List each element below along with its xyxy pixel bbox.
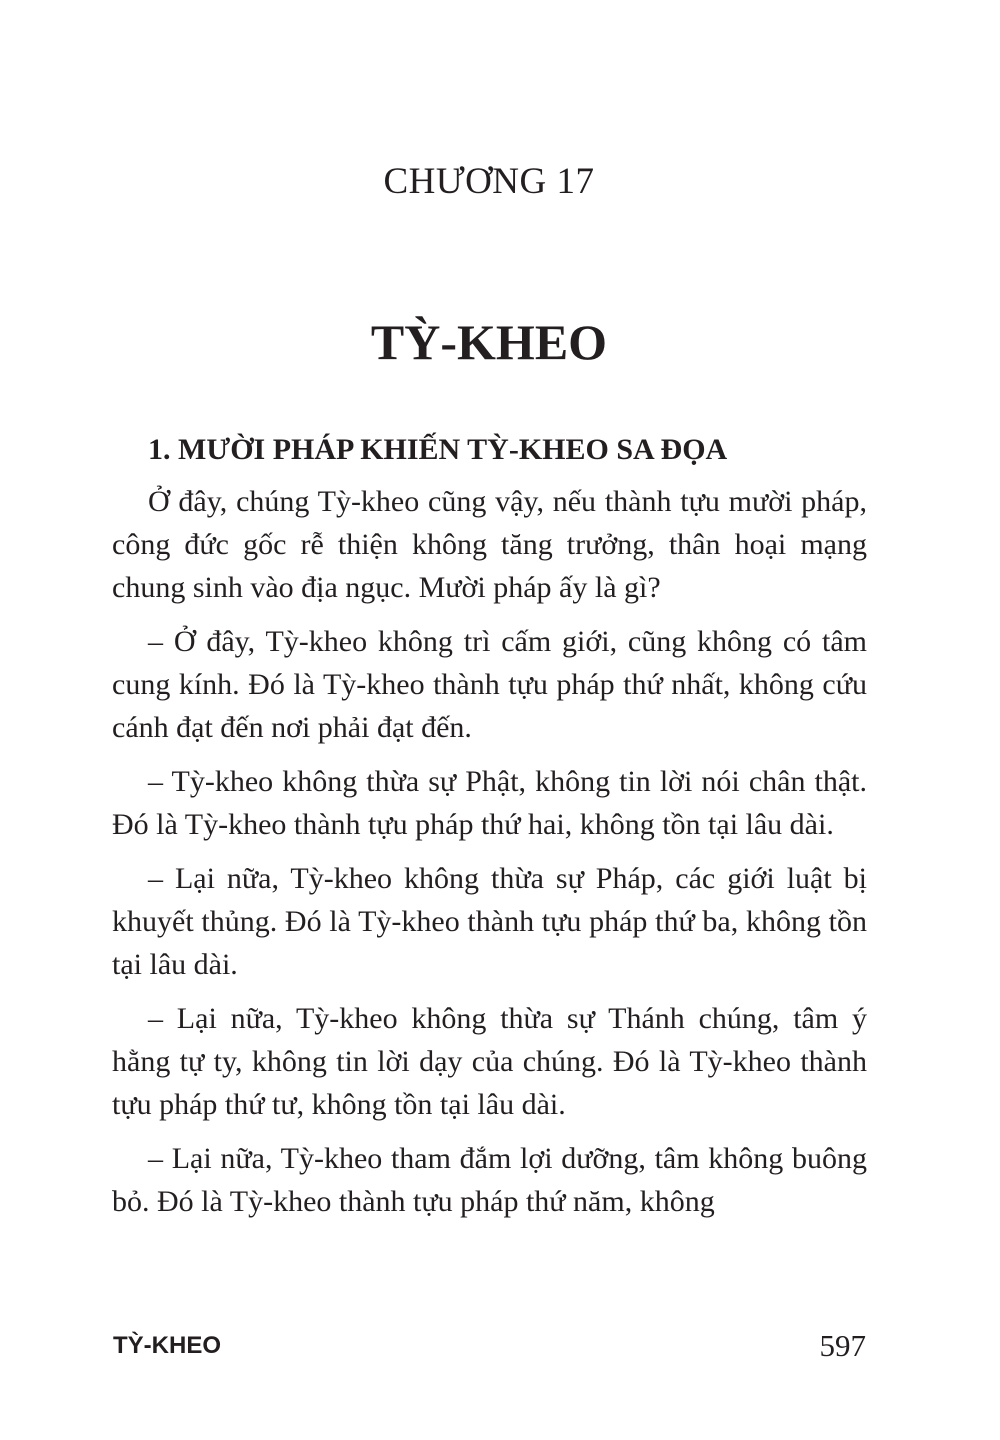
body-text — [112, 430, 867, 1234]
paragraph: – Lại nữa, Tỳ-kheo không thừa sự Thánh chúng, tâm ý hằng tự ty, không tin lời dạy của chúng. Đó là Tỳ-kheo thành tựu pháp thứ tư, không tồn tại lâu dài. — [112, 1002, 867, 1121]
paragraph: – Lại nữa, Tỳ-kheo không thừa sự Pháp, các giới luật bị khuyết thủng. Đó là Tỳ-kheo thành tựu pháp thứ ba, không tồn tại lâu dài. — [112, 862, 867, 981]
paragraph: – Ở đây, Tỳ-kheo không trì cấm giới, cũng không có tâm cung kính. Đó là Tỳ-kheo thành tựu pháp thứ nhất, không cứu cánh đạt đến nơi phải đạt đến. — [112, 625, 867, 744]
paragraph: – Tỳ-kheo không thừa sự Phật, không tin lời nói chân thật. Đó là Tỳ-kheo thành tựu pháp thứ hai, không tồn tại lâu dài. — [112, 765, 867, 841]
running-title: TỲ-KHEO — [113, 1332, 221, 1359]
paragraph: – Lại nữa, Tỳ-kheo tham đắm lợi dưỡng, tâm không buông bỏ. Đó là Tỳ-kheo thành tựu pháp thứ năm, không — [112, 1142, 867, 1218]
chapter-label: CHƯƠNG 17 — [383, 161, 595, 202]
page-number: 597 — [819, 1328, 866, 1363]
chapter-title: TỲ-KHEO — [370, 314, 608, 370]
paragraph: Ở đây, chúng Tỳ-kheo cũng vậy, nếu thành tựu mười pháp, công đức gốc rễ thiện không tăng trưởng, thân hoại mạng chung sinh vào địa ngục. Mười pháp ấy là gì? — [112, 485, 867, 604]
section-heading: 1. MƯỜI PHÁP KHIẾN TỲ-KHEO SA ĐỌA — [148, 433, 728, 466]
